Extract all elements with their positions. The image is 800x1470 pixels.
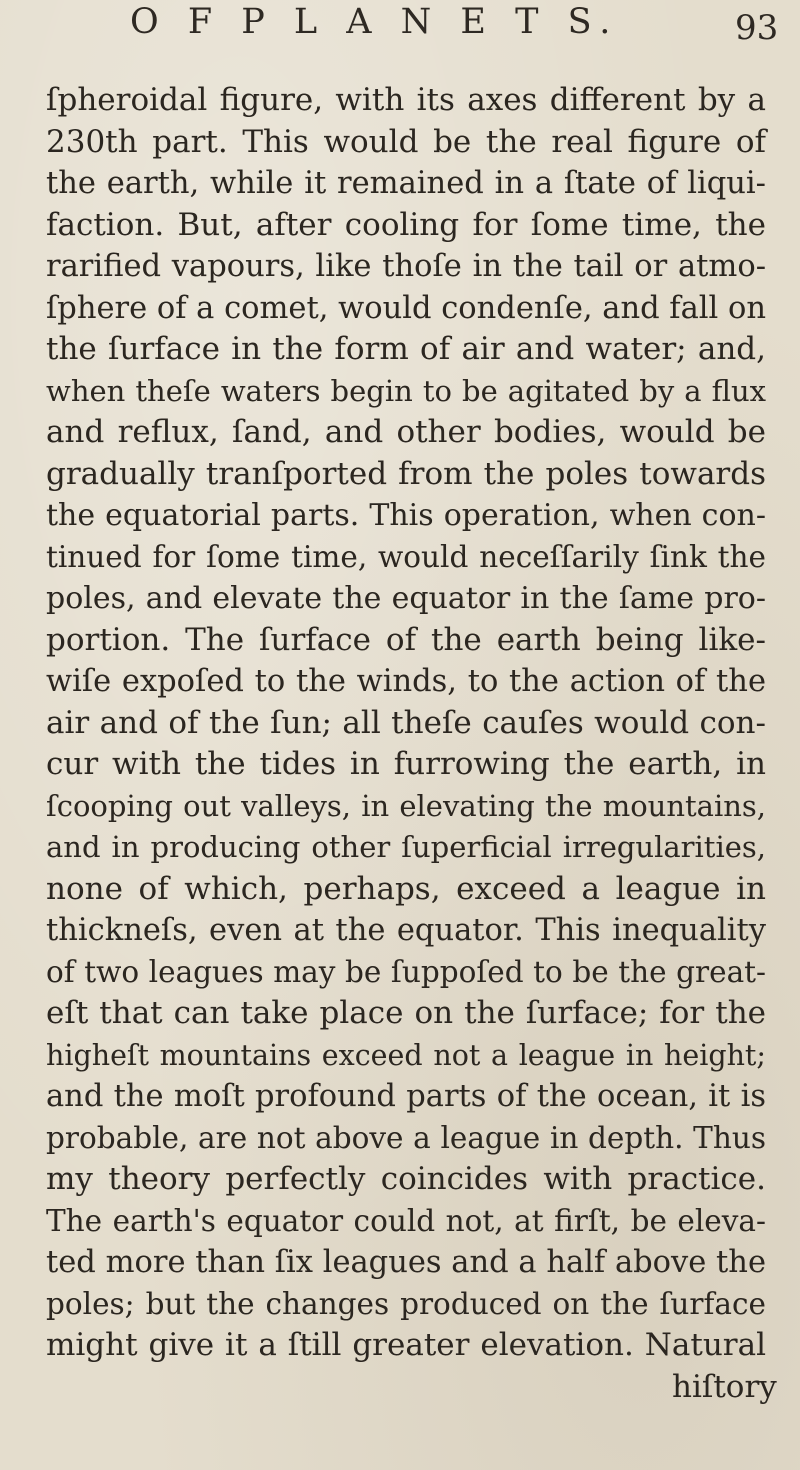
text-line: higheſt mountains exceed not a league in height;	[46, 1038, 766, 1072]
text-line: the ſurface in the form of air and water; and,	[46, 331, 766, 367]
text-line: faction. But, after cooling for ſome time, the	[46, 206, 766, 243]
text-line: portion. The ſurface of the earth being like-	[46, 621, 766, 658]
catchword: hiſtory	[672, 1368, 777, 1405]
page-number: 93	[735, 8, 779, 48]
text-line: wiſe expoſed to the winds, to the action of the	[46, 664, 766, 699]
text-line: ted more than ſix leagues and a half above the	[46, 1245, 766, 1280]
text-line: and in producing other ſuperficial irregularities,	[46, 830, 766, 864]
text-line: rarified vapours, like thoſe in the tail or atmo-	[46, 249, 766, 284]
text-line: The earth's equator could not, at firſt, be eleva-	[46, 1203, 766, 1238]
text-line: and reflux, ſand, and other bodies, would be	[46, 414, 766, 450]
text-line: ſpheroidal figure, with its axes different by a	[46, 82, 766, 118]
text-line: tinued for ſome time, would neceſſarily ſink the	[46, 539, 766, 574]
text-line: gradually tranſported from the poles towards	[46, 455, 766, 492]
text-line: might give it a ſtill greater elevation. Natural	[46, 1327, 766, 1363]
text-line: and the moſt profound parts of the ocean, it is	[46, 1079, 766, 1114]
text-line: the equatorial parts. This operation, when con-	[46, 498, 766, 533]
text-line: poles; but the changes produced on the ſurface	[46, 1286, 766, 1321]
text-line: ſcooping out valleys, in elevating the mountains,	[46, 788, 766, 823]
text-line: of two leagues may be ſuppoſed to be the great-	[46, 954, 766, 989]
text-line: probable, are not above a league in depth. Thus	[46, 1120, 766, 1155]
text-line: ſphere of a comet, would condenſe, and fall on	[46, 290, 766, 326]
text-line: poles, and elevate the equator in the ſame pro-	[46, 581, 766, 616]
text-line: cur with the tides in furrowing the earth, in	[46, 746, 766, 782]
text-line: when theſe waters begin to be agitated by a flux	[46, 373, 766, 408]
text-line: my theory perfectly coincides with practice.	[46, 1161, 766, 1197]
running-head: O F P L A N E T S.	[130, 2, 620, 42]
text-line: thickneſs, even at the equator. This inequality	[46, 913, 766, 948]
text-line: 230th part. This would be the real figure of	[46, 123, 766, 160]
text-line: eſt that can take place on the ſurface; for the	[46, 995, 766, 1031]
text-line: air and of the ſun; all theſe cauſes would con-	[46, 704, 766, 741]
text-line: none of which, perhaps, exceed a league in	[46, 870, 766, 907]
text-line: the earth, while it remained in a ſtate of liqui-	[46, 166, 766, 201]
